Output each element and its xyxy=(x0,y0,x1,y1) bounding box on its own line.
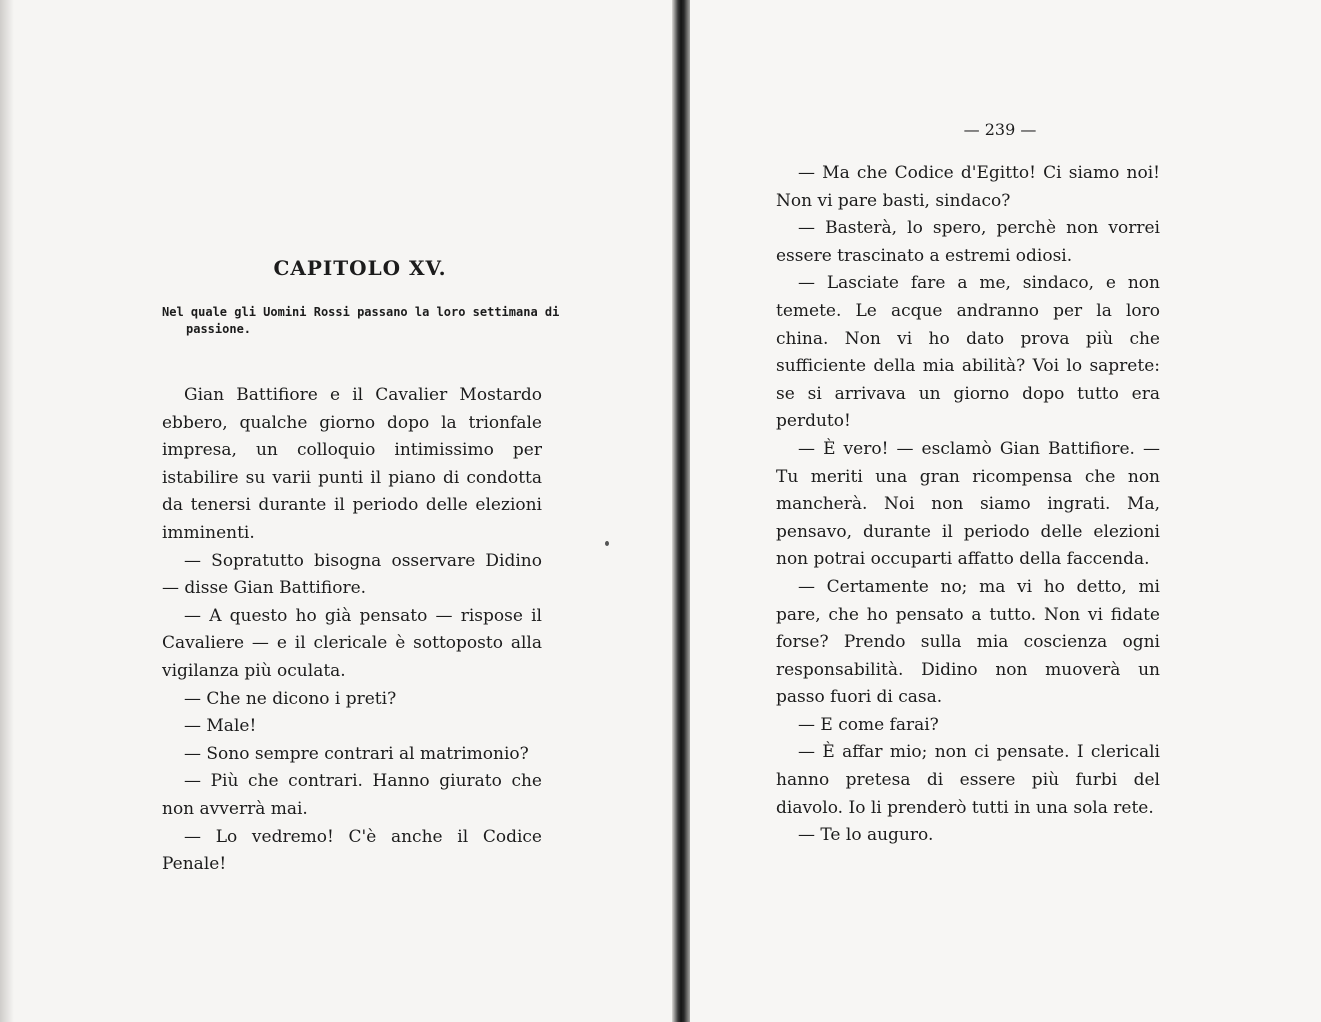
paragraph: — È affar mio; non ci pensate. I clericali hanno pretesa di essere più furbi del diavolo. Io li prenderò tutti in una sola rete. xyxy=(776,742,1160,818)
ink-speck xyxy=(605,541,609,546)
paragraph: — Basterà, lo spero, perchè non vorrei essere trascinato a estremi odiosi. xyxy=(776,218,1160,266)
paragraph: — Certamente no; ma vi ho detto, mi pare, che ho pensato a tutto. Non vi fidate forse? Prendo sulla mia coscienza ogni responsabilità. Didino non muoverà un passo fuori di casa. xyxy=(776,576,1160,708)
paragraph: — Te lo auguro. xyxy=(798,825,934,846)
paragraph: — Sopratutto bisogna osservare Didino — disse Gian Battifiore. xyxy=(162,550,542,599)
paragraph: — Lo vedremo! C'è anche il Codice Penale! xyxy=(162,826,542,875)
paragraph: — È vero! — esclamò Gian Battifiore. — Tu meriti una gran ricompensa che non mancherà. Noi non siamo ingrati. Ma, pensavo, durante il periodo delle elezioni non potrai occuparti affatto della faccenda. xyxy=(776,438,1160,570)
left-page-text xyxy=(162,382,542,879)
chapter-title: CAPITOLO XV. xyxy=(273,256,447,280)
paragraph: — Che ne dicono i preti? xyxy=(184,688,397,709)
paragraph: — Lasciate fare a me, sindaco, e non temete. Le acque andranno per la loro china. Non vi ho dato prova più che sufficiente della mia abilità? Voi lo saprete: se si arrivava un giorno dopo tutto era perduto! xyxy=(776,273,1160,432)
paragraph: — Sono sempre contrari al matrimonio? xyxy=(184,743,529,764)
paragraph: — E come farai? xyxy=(798,714,939,735)
chapter-subtitle: Nel quale gli Uomini Rossi passano la loro settimana di passione. xyxy=(162,305,560,336)
book-gutter xyxy=(672,0,692,1022)
paragraph: — Male! xyxy=(184,716,257,737)
paragraph: — Ma che Codice d'Egitto! Ci siamo noi! Non vi pare basti, sindaco? xyxy=(776,163,1160,211)
right-page xyxy=(690,0,1321,1022)
paragraph: — Più che contrari. Hanno giurato che non avverrà mai. xyxy=(162,771,542,819)
page-number: — 239 — xyxy=(963,120,1037,139)
page-edge-shadow xyxy=(0,0,14,1022)
right-page-text xyxy=(776,160,1160,850)
paragraph: Gian Battifiore e il Cavalier Mostardo ebbero, qualche giorno dopo la trionfale impresa, un colloquio intimissimo per istabilire su varii punti il piano di condotta da tenersi durante il periodo delle elezioni imminenti. xyxy=(162,385,542,543)
paragraph: — A questo ho già pensato — rispose il Cavaliere — e il clericale è sottoposto alla vigilanza più oculata. xyxy=(162,605,542,681)
